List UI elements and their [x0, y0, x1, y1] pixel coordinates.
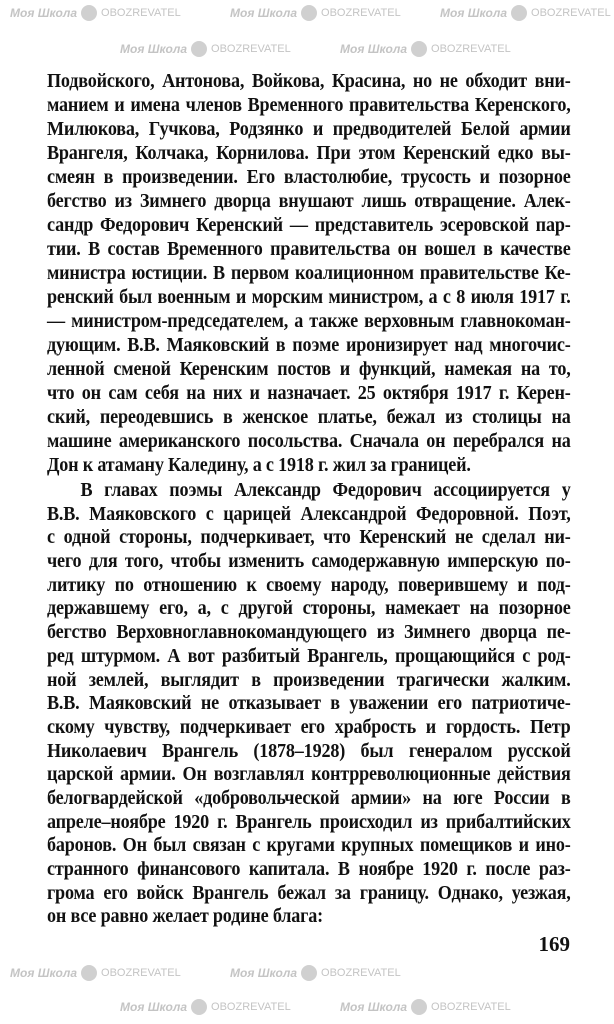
text-line: тии. В состав Временного правительства он вошел в качестве	[47, 239, 571, 260]
text-line: ред штурмом. А вот разбитый Врангель, прощающийся с род-	[47, 645, 571, 667]
text-line: машине американского посольства. Сначала он перебрался на	[47, 431, 571, 452]
watermark	[340, 40, 511, 58]
text-line: баронов. Он был связан с кругами крупных помещиков и ино-	[47, 835, 571, 857]
watermark	[120, 40, 291, 58]
text-line: Подвойского, Антонова, Войкова, Красина, но не обходит вни-	[47, 71, 571, 92]
watermark-brand: Моя Школа	[340, 42, 408, 56]
text-line: ренский был военным и морским министром, а с 8 июля 1917 г.	[47, 287, 571, 308]
text-line: манием и имена членов Временного правительства Керенского,	[47, 95, 571, 116]
watermark-partner: OBOZREVATEL	[321, 967, 401, 979]
watermark-logo-icon	[301, 5, 317, 21]
text-line: Дон к атаману Каледину, а с 1918 г. жил за границей.	[47, 455, 471, 476]
text-line: сандр Федорович Керенский — представитель эсеровской пар-	[47, 215, 571, 236]
watermark-logo-icon	[81, 5, 97, 21]
text-line: Милюкова, Гучкова, Родзянко и предводителей Белой армии	[47, 119, 571, 140]
watermark-brand: Моя Школа	[440, 6, 508, 20]
watermark-logo-icon	[511, 5, 527, 21]
text-line: царской армии. Он возглавлял контрреволюционные действия	[47, 764, 571, 786]
text-line: дующим. В.В. Маяковский в поэме иронизирует над многочис-	[47, 335, 571, 356]
watermark-brand: Моя Школа	[10, 966, 78, 980]
text-line: В.В. Маяковский не отказывает в уважении его патриотиче-	[47, 693, 571, 715]
text-line: державшему его, а, с другой стороны, намекает на позорное	[47, 598, 571, 620]
text-line: — министром-председателем, а также верховным главнокоман-	[47, 311, 571, 332]
text-line: В главах поэмы Александр Федорович ассоциируется у	[80, 480, 571, 501]
text-line: бегство из Зимнего дворца внушают лишь отвращение. Алек-	[47, 191, 571, 212]
watermark-partner: OBOZREVATEL	[531, 7, 611, 19]
text-line: он все равно желает родине блага:	[47, 906, 323, 928]
paragraph-1	[47, 70, 571, 478]
text-line: грома его войск Врангель бежал за границу. Однако, уезжая,	[47, 882, 571, 904]
watermark-logo-icon	[191, 41, 207, 57]
page-number: 169	[538, 932, 570, 956]
text-line: скому чувству, подчеркивает его храбрость и гордость. Петр	[47, 716, 571, 738]
text-line: смеян в произведении. Его властолюбие, трусость и позорное	[47, 167, 571, 188]
text-line: странного финансового капитала. В ноябре 1920 г. после раз-	[47, 859, 571, 880]
text-line: чего для того, чтобы изменить самодержавную имперскую по-	[47, 551, 571, 573]
text-line: Николаевич Врангель (1878–1928) был генералом русской	[47, 740, 571, 762]
watermark-brand: Моя Школа	[230, 6, 298, 20]
watermark-logo-icon	[411, 41, 427, 57]
watermark	[230, 4, 401, 22]
watermark-partner: OBOZREVATEL	[101, 7, 181, 19]
watermark	[230, 964, 401, 982]
text-line: министра юстиции. В первом коалиционном правительстве Ке-	[47, 263, 571, 284]
watermark-brand: Моя Школа	[120, 1000, 188, 1014]
watermark	[120, 998, 291, 1016]
watermark	[440, 4, 611, 22]
watermark-partner: OBOZREVATEL	[211, 1001, 291, 1013]
watermark	[10, 4, 181, 22]
text-line: литику по отношению к своему народу, поверившему и под-	[47, 574, 571, 596]
text-line: ной землей, выглядит в произведении трагически жалким.	[47, 669, 571, 691]
watermark-logo-icon	[81, 965, 97, 981]
watermark-brand: Моя Школа	[120, 42, 188, 56]
watermark-logo-icon	[191, 999, 207, 1015]
watermark-brand: Моя Школа	[10, 6, 78, 20]
text-line: с одной стороны, подчеркивает, что Керенский не сделал ни-	[47, 527, 571, 549]
watermark-brand: Моя Школа	[340, 1000, 408, 1014]
watermark	[340, 998, 511, 1016]
text-line: бегство Верховноглавнокомандующего из Зимнего дворца пе-	[47, 622, 571, 644]
text-line: белогвардейской «добровольческой армии» на юге России в	[47, 787, 571, 809]
watermark-partner: OBOZREVATEL	[431, 1001, 511, 1013]
text-line: апреле–ноябре 1920 г. Врангель происходил из прибалтийских	[47, 811, 571, 833]
watermark-logo-icon	[411, 999, 427, 1015]
text-line: Врангеля, Колчака, Корнилова. При этом Керенский едко вы-	[47, 143, 571, 164]
watermark-partner: OBOZREVATEL	[101, 967, 181, 979]
text-line: что он сам себя на них и назначает. 25 октября 1917 г. Керен-	[47, 383, 571, 404]
watermark-brand: Моя Школа	[230, 966, 298, 980]
watermark-logo-icon	[301, 965, 317, 981]
text-line: В.В. Маяковского с царицей Александрой Федоровной. Поэт,	[47, 503, 571, 525]
paragraph-2	[47, 479, 571, 929]
text-line: ский, переодевшись в женское платье, бежал из столицы на	[47, 407, 571, 428]
watermark-partner: OBOZREVATEL	[431, 43, 511, 55]
text-line: ленной сменой Керенским постов и функций, намекая на то,	[47, 359, 571, 380]
watermark	[10, 964, 181, 982]
watermark-partner: OBOZREVATEL	[321, 7, 401, 19]
watermark-partner: OBOZREVATEL	[211, 43, 291, 55]
